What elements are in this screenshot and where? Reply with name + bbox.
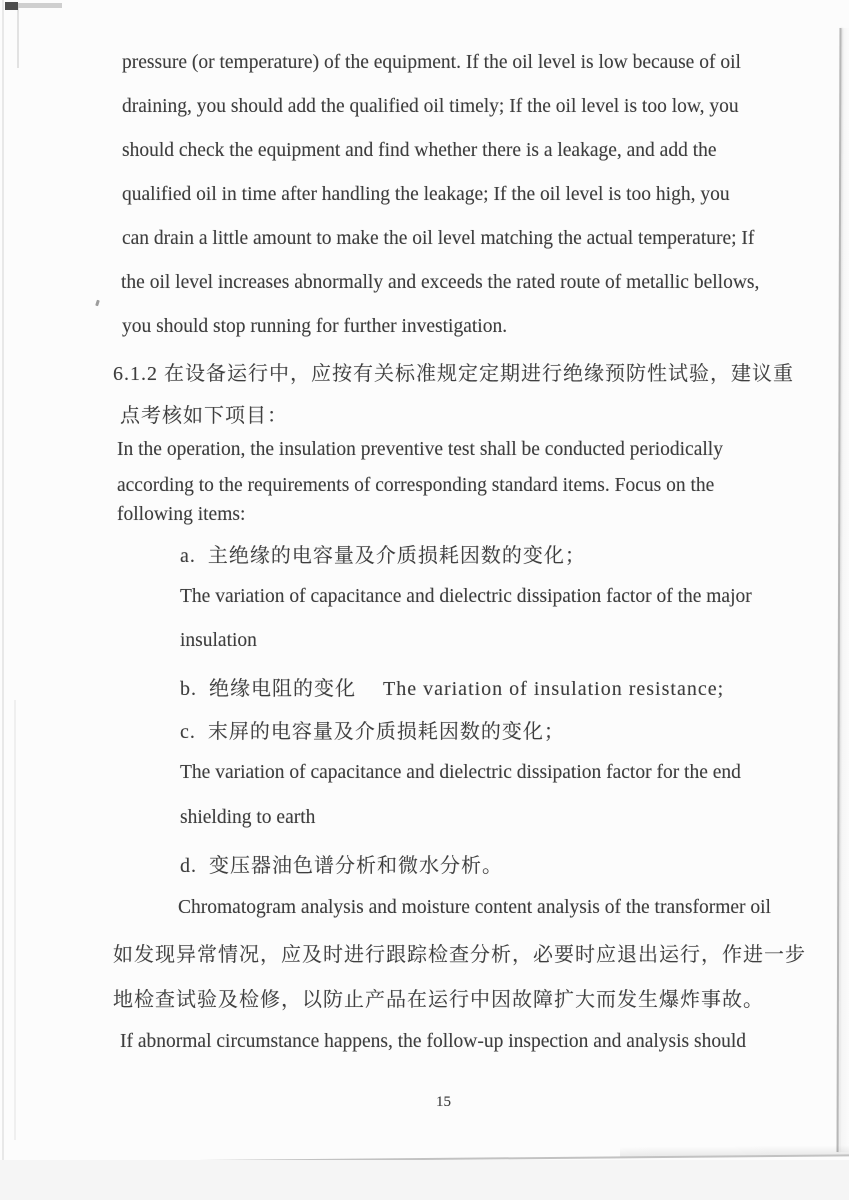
list-item-d-zh: d. 变压器油色谱分析和微水分析。 — [180, 855, 503, 877]
page-number: 15 — [436, 1094, 451, 1110]
section-612-text-en: according to the requirements of corresponding standard items. Focus on the — [117, 475, 715, 496]
left-page-edge-line — [2, 0, 4, 1160]
section-612-text-en: following items: — [117, 504, 246, 525]
scanner-background — [0, 1160, 849, 1200]
paragraph-line: pressure (or temperature) of the equipment. If the oil level is low because of oil — [122, 52, 741, 73]
paragraph-line: can drain a little amount to make the oil level matching the actual temperature; If — [122, 228, 755, 249]
section-612-text-en: In the operation, the insulation preventive test shall be conducted periodically — [117, 439, 723, 460]
paragraph-line: you should stop running for further investigation. — [122, 316, 508, 337]
scan-corner-mark — [5, 2, 18, 10]
list-item-a-en: The variation of capacitance and dielectric dissipation factor of the major — [180, 586, 752, 607]
paragraph-line: qualified oil in time after handling the leakage; If the oil level is too high, you — [122, 184, 730, 205]
paragraph-line: the oil level increases abnormally and exceeds the rated route of metallic bellows, — [121, 272, 760, 293]
list-item-c-en: The variation of capacitance and dielectric dissipation factor for the end — [180, 762, 741, 783]
paragraph-line: should check the equipment and find whether there is a leakage, and add the — [122, 140, 717, 161]
section-612-heading-zh: 6.1.2 在设备运行中，应按有关标准规定定期进行绝缘预防性试验，建议重 — [113, 363, 794, 385]
list-item-a-zh: a. 主绝缘的电容量及介质损耗因数的变化； — [180, 545, 586, 567]
closing-line-zh: 如发现异常情况，应及时进行跟踪检查分析，必要时应退出运行，作进一步 — [113, 944, 806, 966]
paragraph-line: draining, you should add the qualified oil timely; If the oil level is too low, you — [122, 96, 739, 117]
right-edge-shading — [840, 28, 849, 1152]
list-item-a-en: insulation — [180, 630, 257, 651]
section-612-heading-zh: 点考核如下项目： — [120, 405, 288, 427]
left-edge-fold-line — [17, 8, 19, 68]
closing-line-en: Chromatogram analysis and moisture content analysis of the transformer oil — [178, 897, 771, 918]
left-edge-streak — [14, 700, 16, 1140]
list-item-c-en: shielding to earth — [180, 807, 316, 828]
closing-line-en: If abnormal circumstance happens, the follow-up inspection and analysis should — [120, 1031, 746, 1052]
list-item-b: b. 绝缘电阻的变化 The variation of insulation resistance; — [180, 678, 725, 700]
scan-speck — [95, 300, 100, 307]
list-item-c-zh: c. 末屏的电容量及介质损耗因数的变化； — [180, 721, 565, 743]
scan-corner-bar — [18, 3, 62, 8]
closing-line-zh: 地检查试验及检修，以防止产品在运行中因故障扩大而发生爆炸事故。 — [113, 989, 764, 1011]
